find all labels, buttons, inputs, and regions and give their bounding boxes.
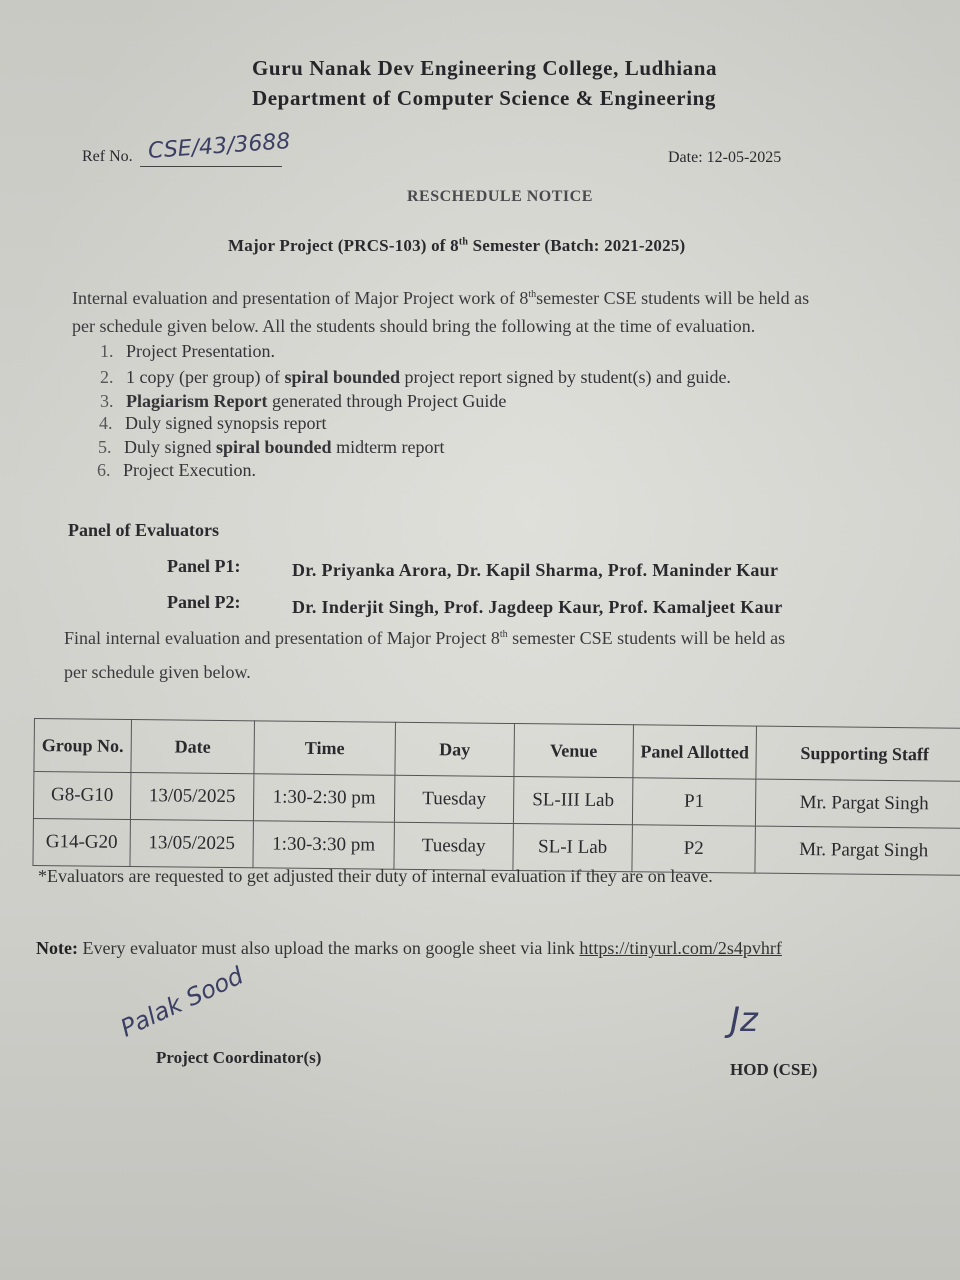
- column-header: Group No.: [34, 719, 132, 773]
- notice-title: RESCHEDULE NOTICE: [407, 188, 593, 205]
- final-line-1: Final internal evaluation and presentation of Major Project 8th semester CSE students will be held as: [64, 628, 786, 648]
- table-cell: G14-G20: [33, 818, 130, 866]
- table-cell: 13/05/2025: [130, 773, 253, 821]
- upload-note: Note: Every evaluator must also upload the marks on google sheet via link https://tinyurl.com/2s4pvhrf: [36, 938, 782, 958]
- panel-p1-label: Panel P1:: [167, 556, 241, 576]
- schedule-table: [32, 718, 960, 876]
- ref-number-handwritten: CSE/43/3688: [147, 129, 292, 164]
- hod-label: HOD (CSE): [730, 1060, 818, 1079]
- table-cell: P2: [632, 825, 755, 873]
- table-cell: Tuesday: [394, 822, 513, 870]
- coordinator-signature: Palak Sood: [116, 961, 248, 1043]
- marks-sheet-link[interactable]: https://tinyurl.com/2s4pvhrf: [579, 938, 782, 958]
- list-item: 4. Duly signed synopsis report: [99, 413, 327, 433]
- intro-line-1: Internal evaluation and presentation of Major Project work of 8thsemester CSE students will be held as: [72, 288, 810, 308]
- list-item: 1. Project Presentation.: [100, 341, 275, 361]
- column-header: Time: [254, 721, 396, 775]
- final-line-2: per schedule given below.: [64, 662, 251, 682]
- panel-heading: Panel of Evaluators: [68, 520, 219, 540]
- table-cell: Tuesday: [394, 775, 513, 823]
- ref-label: Ref No.: [82, 148, 133, 165]
- hod-signature: Jz: [730, 1000, 758, 1040]
- panel-p2-members: Dr. Inderjit Singh, Prof. Jagdeep Kaur, Prof. Kamaljeet Kaur: [292, 597, 783, 617]
- column-header: Venue: [514, 724, 634, 778]
- table-cell: P1: [632, 778, 755, 826]
- notice-subtitle: Major Project (PRCS-103) of 8th Semester (Batch: 2021-2025): [228, 236, 686, 255]
- table-cell: SL-III Lab: [513, 777, 632, 825]
- coordinator-label: Project Coordinator(s): [156, 1048, 322, 1067]
- panel-p1-members: Dr. Priyanka Arora, Dr. Kapil Sharma, Prof. Maninder Kaur: [292, 560, 779, 580]
- notice-date: Date: 12-05-2025: [668, 149, 782, 166]
- department-name: Department of Computer Science & Engineering: [252, 86, 717, 110]
- evaluator-footnote: *Evaluators are requested to get adjusted their duty of internal evaluation if they are on leave.: [38, 866, 713, 886]
- note-label: Note:: [36, 938, 78, 958]
- table-cell: SL-I Lab: [513, 824, 632, 872]
- column-header: Supporting Staff: [756, 726, 960, 781]
- list-item: 2. 1 copy (per group) of spiral bounded project report signed by student(s) and guide.: [100, 367, 731, 387]
- column-header: Panel Allotted: [633, 725, 757, 779]
- table-cell: Mr. Pargat Singh: [755, 779, 960, 828]
- column-header: Day: [395, 722, 515, 776]
- college-name: Guru Nanak Dev Engineering College, Ludhiana: [252, 56, 718, 80]
- table-cell: G8-G10: [33, 772, 130, 820]
- intro-line-2: per schedule given below. All the students should bring the following at the time of evaluation.: [72, 316, 756, 336]
- table-header-row: [34, 719, 960, 782]
- list-item: 3. Plagiarism Report generated through Project Guide: [100, 391, 507, 411]
- ref-underline: [140, 166, 282, 167]
- panel-p2-label: Panel P2:: [167, 592, 241, 612]
- list-item: 6. Project Execution.: [97, 460, 256, 480]
- table-cell: 1:30-2:30 pm: [253, 774, 394, 822]
- table-cell: 1:30-3:30 pm: [253, 821, 394, 869]
- column-header: Date: [131, 720, 255, 774]
- table-cell: Mr. Pargat Singh: [755, 826, 960, 875]
- table-cell: 13/05/2025: [130, 820, 253, 868]
- list-item: 5. Duly signed spiral bounded midterm report: [98, 437, 445, 457]
